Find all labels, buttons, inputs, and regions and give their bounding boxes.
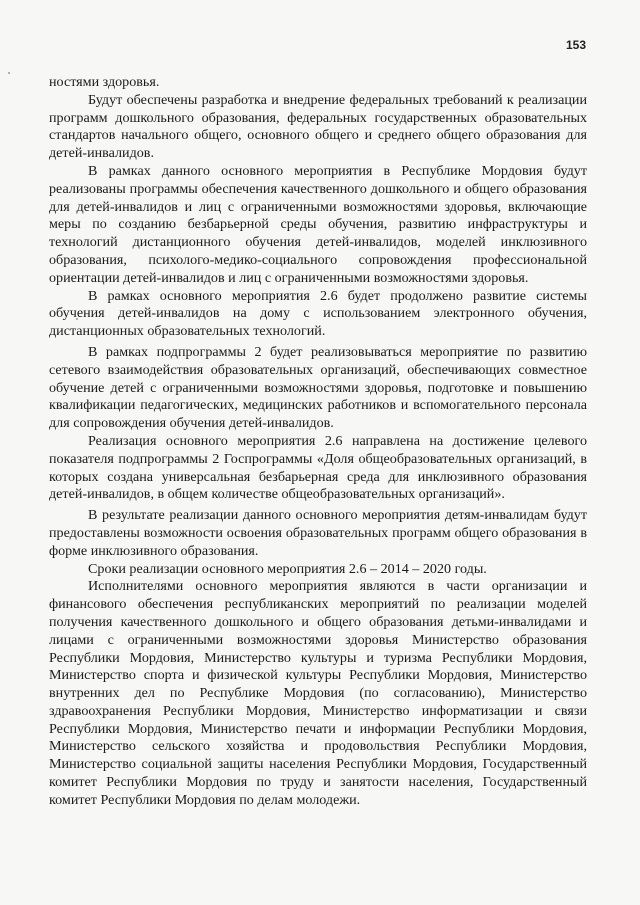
paragraph: В рамках данного основного мероприятия в Республике Мордовия будут реализованы программы обеспечения качественного дошкольного и общего образования для детей-инвалидов и лиц с ограниченными возможностями здоровья, включающие меры по созданию безбарьерной среды обучения, развитию инфраструктуры и технологий дистанционного обучения детей-инвалидов, моделей инклюзивного образования, психолого-медико-социального сопровождения профессиональной ориентации детей-инвалидов и лиц с ограниченными возможностями здоровья.: [49, 162, 587, 286]
paragraph: В результате реализации данного основного мероприятия детям-инвалидам будут предоставлены возможности освоения образовательных программ общего образования в форме инклюзивного образования.: [49, 507, 587, 559]
page-number: 153: [566, 38, 587, 52]
paragraph: Исполнителями основного мероприятия являются в части организации и финансового обеспечения республиканских мероприятий по реализации моделей получения качественного дошкольного и общего образования детьми-инвалидами и лицами с ограниченными возможностями здоровья Министерство образования Республики Мордовия, Министерство культуры и туризма Республики Мордовия, Министерство спорта и физической культуры Республики Мордовия, Министерство внутренних дел по Республике Мордовия (по согласованию), Министерство здравоохранения Республики Мордовия, Министерство информатизации и связи Республики Мордовия, Министерство печати и информации Республики Мордовия, Министерство сельского хозяйства и продовольствия Республики Мордовия, Министерство социальной защиты населения Республики Мордовия, Государственный комитет Республики Мордовия по труду и занятости населения, Государственный комитет Республики Мордовия по делам молодежи.: [49, 578, 587, 808]
scan-speck: [8, 72, 10, 74]
document-body: [49, 74, 587, 810]
paragraph: В рамках подпрограммы 2 будет реализовываться мероприятие по развитию сетевого взаимодействия образовательных организаций, обеспечивающих совместное обучение детей с ограниченными возможностями здоровья, подготовке и повышению квалификации педагогических, медицинских работников и вспомогательного персонала для сопровождения обучения детей-инвалидов.: [49, 343, 587, 432]
paragraph: Будут обеспечены разработка и внедрение федеральных требований к реализации программ дошкольного образования, федеральных государственных образовательных стандартов начального общего, основного общего и среднего общего образования для детей-инвалидов.: [49, 91, 587, 162]
paragraph: Реализация основного мероприятия 2.6 направлена на достижение целевого показателя подпрограммы 2 Госпрограммы «Доля общеобразовательных организаций, в которых создана универсальная безбарьерная среда для инклюзивного образования детей-инвалидов, в общем количестве общеобразовательных организаций».: [49, 432, 587, 503]
paragraph: В рамках основного мероприятия 2.6 будет продолжено развитие системы обучения детей-инвалидов на дому с использованием электронного обучения, дистанционных образовательных технологий.: [49, 287, 587, 340]
paragraph: Сроки реализации основного мероприятия 2.6 – 2014 – 2020 годы.: [88, 560, 487, 577]
paragraph-continuation: ностями здоровья.: [49, 74, 160, 90]
